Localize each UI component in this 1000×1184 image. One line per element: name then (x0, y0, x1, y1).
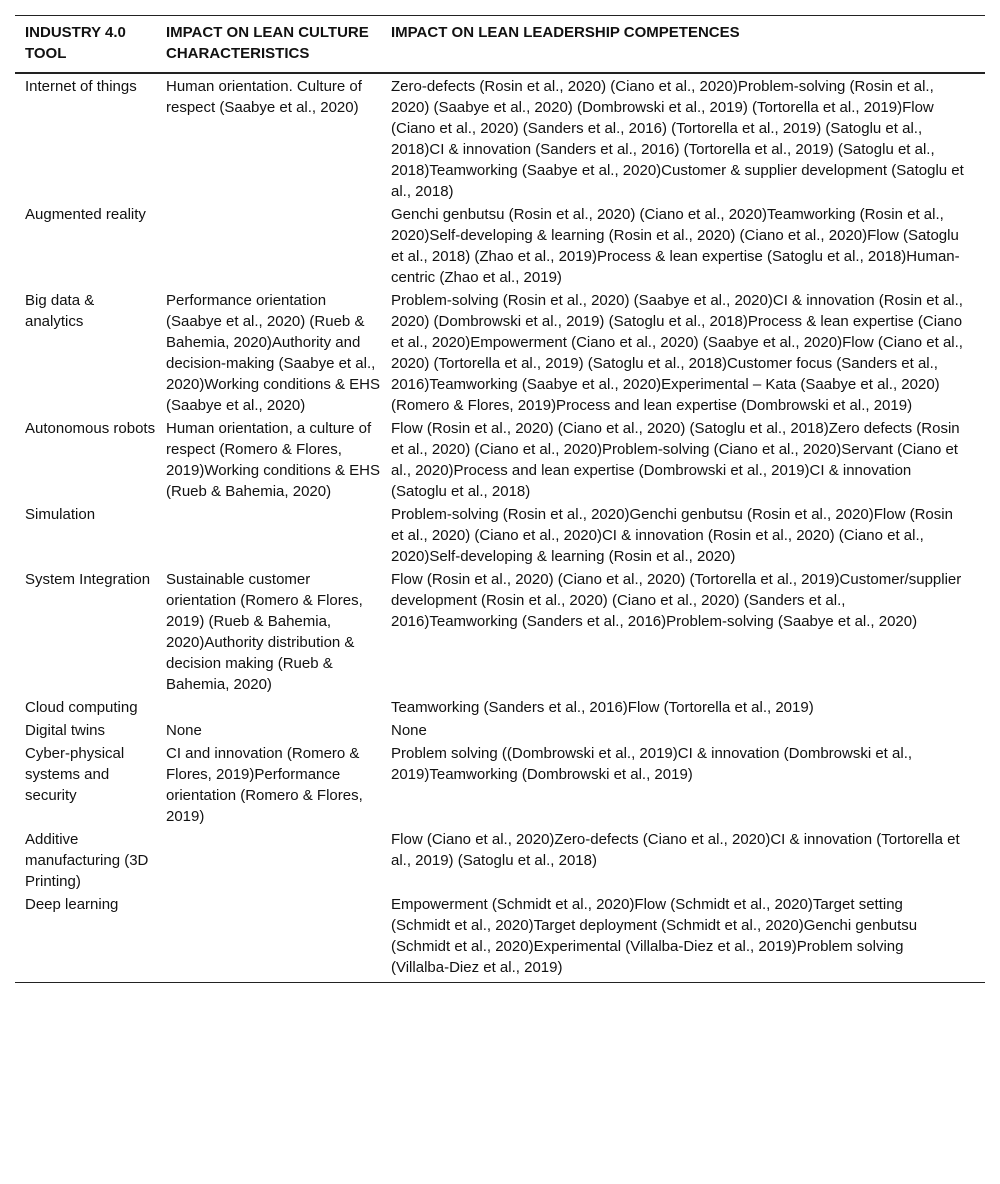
cell-tool: Internet of things (25, 78, 137, 95)
table-row (15, 828, 985, 893)
cell-culture (156, 503, 381, 568)
table-row (15, 742, 985, 828)
cell-leadership: Flow (Rosin et al., 2020) (Ciano et al., 2020) (Tortorella et al., 2019)Customer/supplier development (Rosin et al., 2020) (Ciano et al., 2020) (Sanders et al., 2016)Teamworking (Sanders et al., 2016)Problem-solving (Saabye et al., 2020) (391, 571, 962, 630)
cell-tool: Autonomous robots (25, 420, 156, 437)
cell-tool: Deep learning (15, 893, 156, 983)
cell-tool: Augmented reality (25, 206, 146, 223)
cell-culture (156, 828, 381, 893)
table-row (15, 417, 985, 503)
table-row (15, 696, 985, 719)
cell-culture: CI and innovation (Romero & Flores, 2019)Performance orientation (Romero & Flores, 2019) (166, 745, 363, 825)
cell-culture: Human orientation. Culture of respect (Saabye et al., 2020) (166, 78, 362, 116)
cell-tool: Cloud computing (25, 699, 138, 716)
header-row (15, 16, 985, 74)
cell-leadership: Teamworking (Sanders et al., 2016)Flow (Tortorella et al., 2019) (391, 699, 814, 716)
cell-culture: Performance orientation (Saabye et al., 2020) (Rueb & Bahemia, 2020)Authority and decision-making (Saabye et al., 2020)Working conditions & EHS (Saabye et al., 2020) (166, 292, 380, 414)
cell-leadership: None (391, 722, 427, 739)
cell-culture (156, 203, 381, 289)
cell-tool: Cyber-physical systems and security (25, 745, 125, 804)
cell-leadership: Empowerment (Schmidt et al., 2020)Flow (Schmidt et al., 2020)Target setting (Schmidt et al., 2020)Target deployment (Schmidt et al., 2020)Genchi genbutsu (Schmidt et al., 2020)Experimental (Villalba-Diez et al., 2019)Problem solving (Villalba-Diez et al., 2019) (381, 893, 985, 983)
table-body (15, 73, 985, 983)
cell-culture (156, 696, 381, 719)
header-culture: IMPACT ON LEAN CULTURE CHARACTERISTICS (156, 16, 381, 74)
cell-tool: Simulation (25, 506, 96, 523)
cell-culture: None (166, 722, 202, 739)
header-leadership: IMPACT ON LEAN LEADERSHIP COMPETENCES (381, 16, 985, 74)
table-row (15, 719, 985, 742)
table-row (15, 203, 985, 289)
cell-tool: Additive manufacturing (3D Printing) (25, 831, 149, 890)
cell-culture (156, 893, 381, 983)
cell-tool: System Integration (25, 571, 151, 588)
table-row (15, 289, 985, 417)
cell-leadership: Problem solving ((Dombrowski et al., 2019)CI & innovation (Dombrowski et al., 2019)Teamworking (Dombrowski et al., 2019) (391, 745, 913, 783)
industry-lean-table (15, 15, 985, 983)
cell-leadership: Problem-solving (Rosin et al., 2020)Genchi genbutsu (Rosin et al., 2020)Flow (Rosin et al., 2020) (Ciano et al., 2020)CI & innovation (Rosin et al., 2020) (Ciano et al., 2020)Self-developing & learning (Rosin et al., 2020) (391, 506, 953, 565)
cell-leadership: Flow (Rosin et al., 2020) (Ciano et al., 2020) (Satoglu et al., 2018)Zero defects (Rosin et al., 2020) (Ciano et al., 2020)Problem-solving (Ciano et al., 2020)Servant (Ciano et al., 2020)Process and lean expertise (Dombrowski et al., 2019)CI & innovation (Satoglu et al., 2018) (391, 420, 960, 500)
table-row (15, 503, 985, 568)
cell-leadership: Problem-solving (Rosin et al., 2020) (Saabye et al., 2020)CI & innovation (Rosin et al., 2020) (Dombrowski et al., 2019) (Satoglu et al., 2018)Process & lean expertise (Ciano et al., 2020)Empowerment (Ciano et al., 2020) (Saabye et al., 2020)Flow (Ciano et al., 2020) (Tortorella et al., 2019) (Satoglu et al., 2018)Customer focus (Sanders et al., 2016)Teamworking (Saabye et al., 2020)Experimental – Kata (Saabye et al., 2020) (Romero & Flores, 2019)Process and lean expertise (Dombrowski et al., 2019) (391, 292, 963, 414)
cell-tool: Digital twins (25, 722, 106, 739)
cell-leadership: Zero-defects (Rosin et al., 2020) (Ciano et al., 2020)Problem-solving (Rosin et al., 2020) (Saabye et al., 2020) (Dombrowski et al., 2019) (Tortorella et al., 2019)Flow (Ciano et al., 2020) (Sanders et al., 2016) (Tortorella et al., 2019) (Satoglu et al., 2018)CI & innovation (Sanders et al., 2016) (Tortorella et al., 2019) (Satoglu et al., 2018)Teamworking (Saabye et al., 2020)Customer & supplier development (Satoglu et al., 2018) (391, 78, 964, 200)
cell-culture: Human orientation, a culture of respect (Romero & Flores, 2019)Working conditions & EHS (Rueb & Bahemia, 2020) (166, 420, 380, 500)
table-row (15, 568, 985, 696)
cell-leadership: Flow (Ciano et al., 2020)Zero-defects (Ciano et al., 2020)CI & innovation (Tortorella et al., 2019) (Satoglu et al., 2018) (391, 831, 960, 869)
table-row (15, 893, 985, 983)
header-tool: INDUSTRY 4.0 TOOL (15, 16, 156, 74)
cell-culture: Sustainable customer orientation (Romero & Flores, 2019) (Rueb & Bahemia, 2020)Authority distribution & decision making (Rueb & Bahemia, 2020) (166, 571, 363, 693)
table-row (15, 73, 985, 203)
cell-leadership: Genchi genbutsu (Rosin et al., 2020) (Ciano et al., 2020)Teamworking (Rosin et al., 2020)Self-developing & learning (Rosin et al., 2020) (Ciano et al., 2020)Flow (Satoglu et al., 2018) (Zhao et al., 2019)Process & lean expertise (Satoglu et al., 2018)Human-centric (Zhao et al., 2019) (391, 206, 960, 286)
table-container (15, 15, 985, 983)
cell-tool: Big data & analytics (25, 292, 95, 330)
table-header (15, 16, 985, 74)
